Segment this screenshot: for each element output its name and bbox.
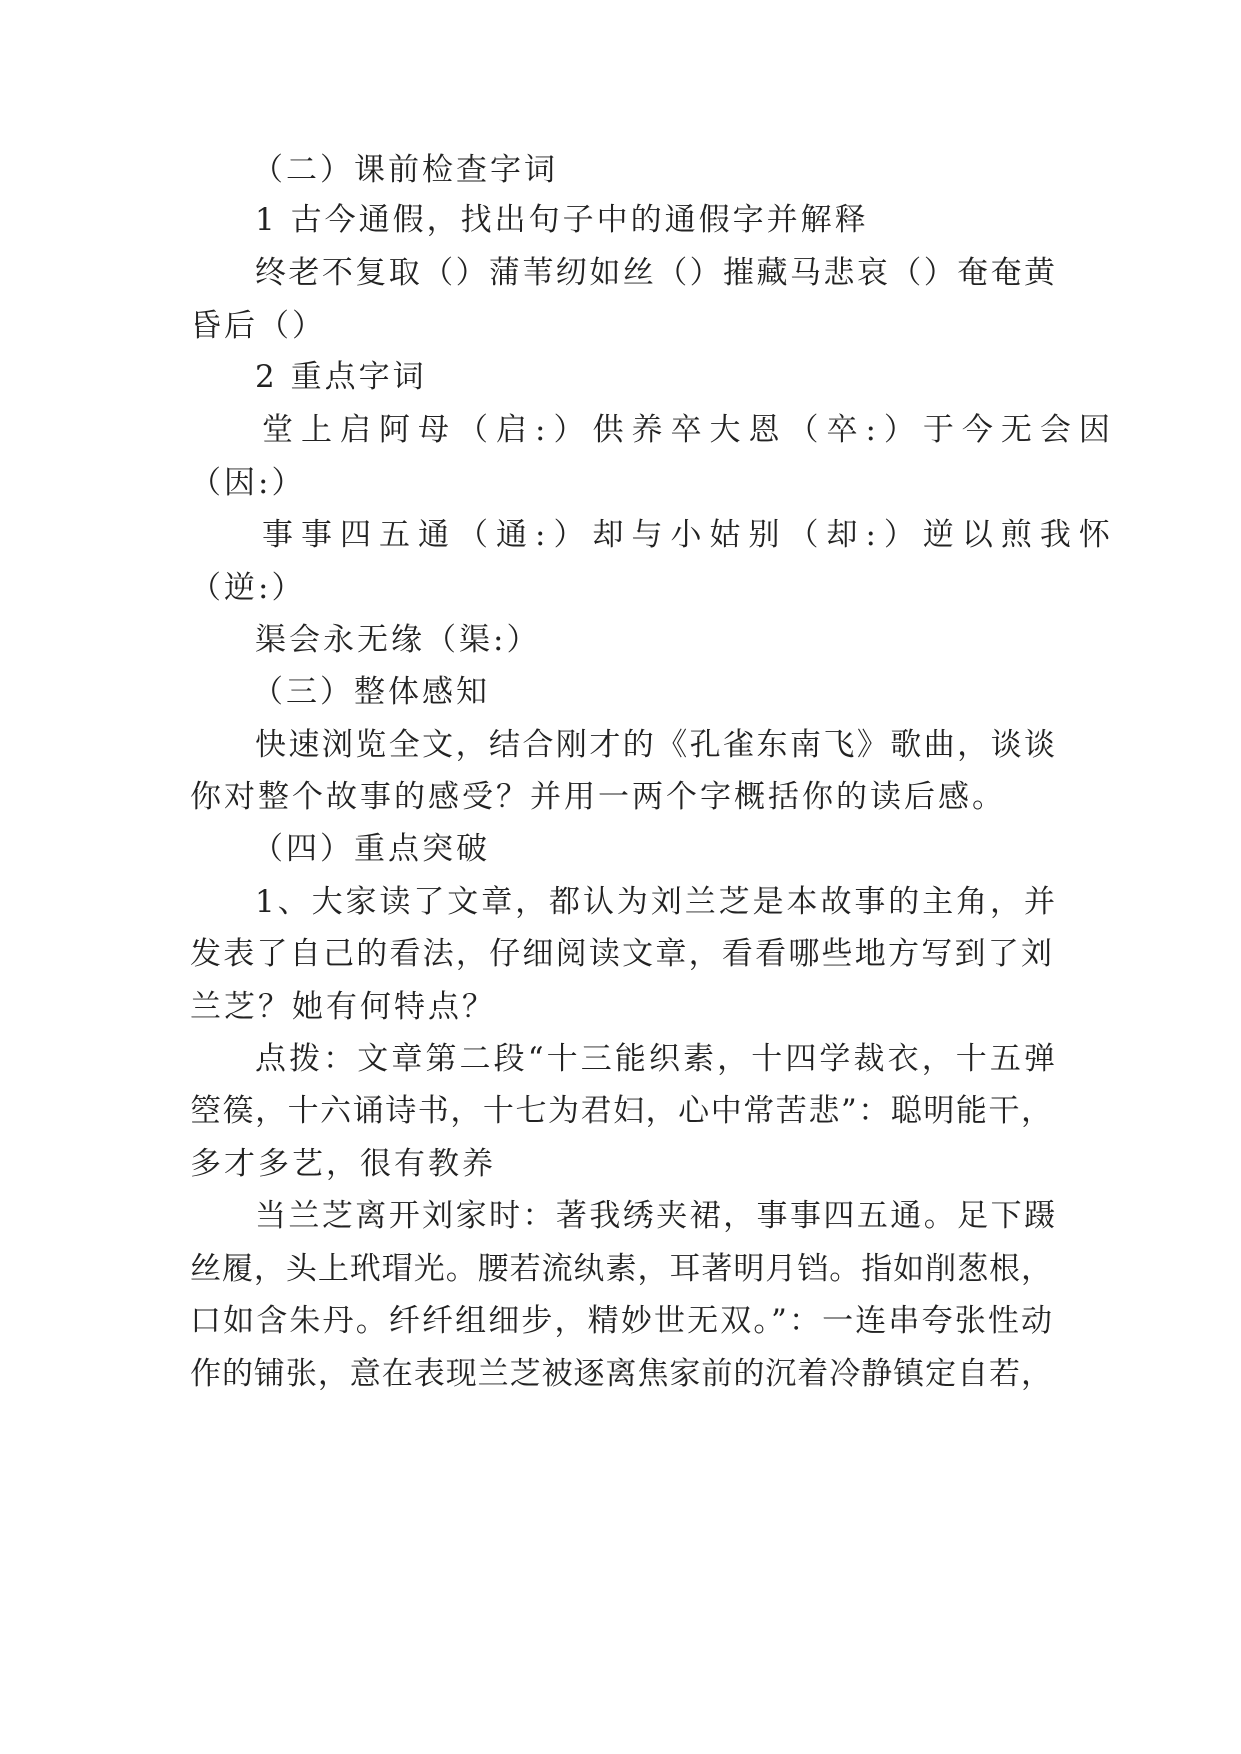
body-line: 终老不复取（）蒲苇纫如丝（）摧藏马悲哀（）奄奄黄	[255, 255, 1055, 291]
body-line: 快速浏览全文，结合刚才的《孔雀东南飞》歌曲，谈谈	[255, 727, 1055, 763]
body-line: 你对整个故事的感受？并用一两个字概括你的读后感。	[190, 779, 1006, 815]
body-line: 口如含朱丹。纤纤组细步，精妙世无双。”：一连串夸张性动	[190, 1303, 1052, 1339]
body-line: 兰芝？她有何特点？	[190, 989, 496, 1025]
subheading-key-words: 2 重点字词	[255, 359, 427, 395]
body-line: 渠会永无缘（渠:）	[255, 622, 541, 658]
body-line: 多才多艺，很有教养	[190, 1146, 496, 1182]
body-line: 箜篌，十六诵诗书，十七为君妇，心中常苦悲”：聪明能干，	[190, 1093, 1052, 1129]
body-line: 昏后（）	[190, 308, 326, 344]
subheading-tongjia: 1 古今通假，找出句子中的通假字并解释	[255, 202, 869, 238]
body-line: 丝履，头上玳瑁光。腰若流纨素，耳著明月铛。指如削葱根，	[190, 1251, 1052, 1287]
body-line: （因:）	[190, 465, 306, 501]
body-line: 发表了自己的看法，仔细阅读文章，看看哪些地方写到了刘	[190, 936, 1052, 972]
body-line: 事事四五通（通:）却与小姑别（却:）逆以煎我怀	[262, 517, 1118, 553]
body-line: 作的铺张，意在表现兰芝被逐离焦家前的沉着冷静镇定自若，	[190, 1356, 1052, 1392]
body-line: 1、大家读了文章，都认为刘兰芝是本故事的主角，并	[255, 884, 1055, 920]
body-line: 当兰芝离开刘家时：著我绣夹裙，事事四五通。足下蹑	[255, 1198, 1055, 1234]
body-line: 堂上启阿母（启:）供养卒大恩（卒:）于今无会因	[262, 412, 1118, 448]
body-line: 点拨：文章第二段“十三能织素，十四学裁衣，十五弹	[255, 1041, 1055, 1077]
section-heading-4: （四）重点突破	[252, 831, 490, 867]
section-heading-3: （三）整体感知	[252, 674, 490, 710]
section-heading-2: （二）课前检查字词	[252, 152, 558, 188]
body-line: （逆:）	[190, 570, 306, 606]
